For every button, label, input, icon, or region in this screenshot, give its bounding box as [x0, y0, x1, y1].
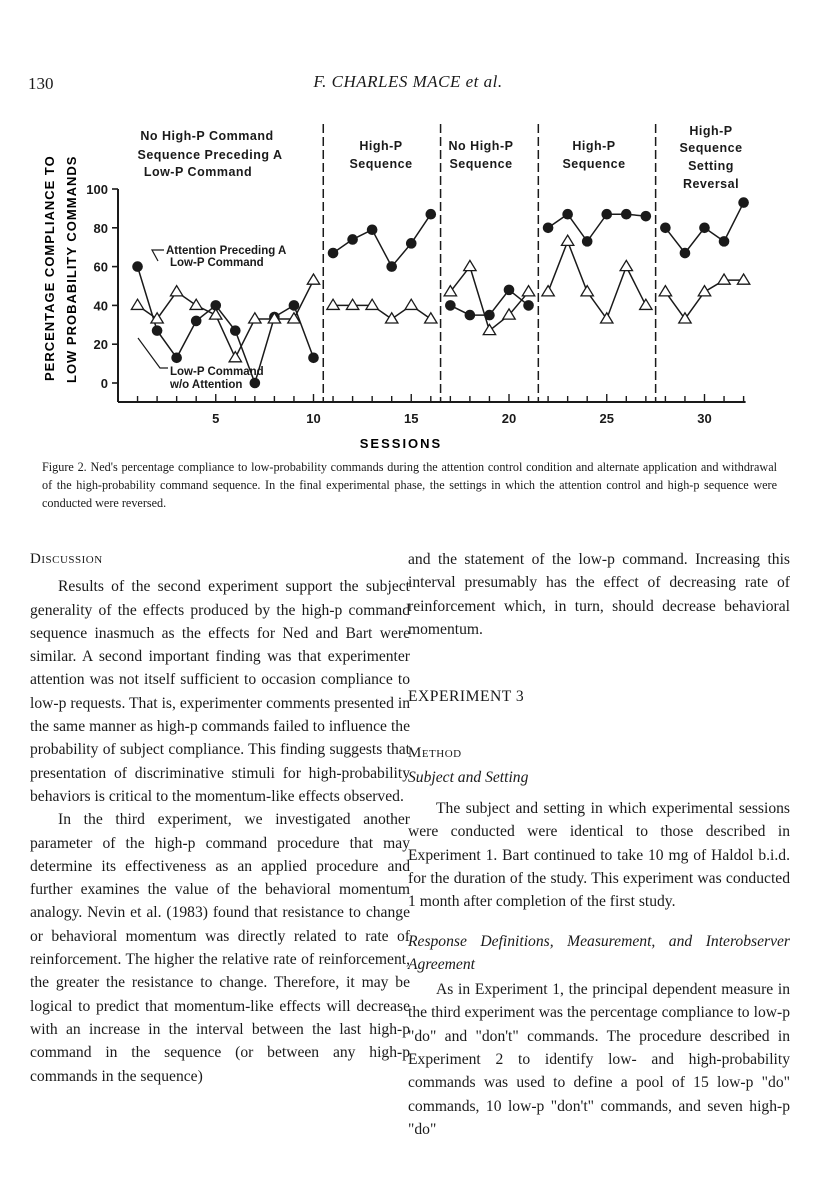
right-column — [408, 548, 790, 1141]
data-point-circle — [582, 236, 593, 247]
data-point-circle — [680, 248, 691, 259]
no-attention-annotation-line1: Low-P Command — [170, 366, 264, 378]
y-tick-label: 0 — [100, 376, 108, 391]
method-heading: Method — [408, 745, 462, 762]
subject-setting-paragraph: The subject and setting in which experimental sessions were conducted were identical to those described in Experiment 1. Bart continued to take 10 mg of Haldol b.i.d. for the duration of the study. This experiment was conducted 1 month after completion of the first study. — [408, 800, 790, 911]
data-point-triangle — [405, 299, 417, 309]
data-point-triangle — [679, 313, 691, 323]
data-point-circle — [445, 300, 456, 311]
experiment-3-heading: EXPERIMENT 3 — [408, 688, 525, 706]
data-point-triangle — [366, 299, 378, 309]
phase1-label-line1: No High-P Command — [140, 129, 274, 143]
y-tick-label: 60 — [93, 259, 108, 275]
y-tick-label: 40 — [93, 298, 108, 314]
data-point-circle — [152, 325, 163, 336]
series-line-attention — [548, 241, 646, 319]
x-tick-label: 30 — [697, 411, 712, 426]
data-point-circle — [426, 209, 437, 220]
phase5-label-line1: High-P — [689, 124, 733, 138]
data-point-triangle — [131, 299, 143, 309]
y-tick-label: 20 — [93, 337, 108, 353]
x-tick-label: 25 — [599, 411, 614, 426]
phase5-label-line3: Setting — [688, 159, 734, 173]
data-point-triangle — [346, 299, 358, 309]
data-point-circle — [406, 238, 417, 249]
data-point-circle — [386, 261, 397, 272]
data-point-triangle — [718, 274, 730, 284]
y-tick-label: 80 — [93, 220, 108, 236]
data-point-triangle — [483, 324, 495, 334]
phase3-label-line1: No High-P — [448, 139, 514, 153]
data-point-circle — [719, 236, 730, 247]
subject-setting-heading: Subject and Setting — [408, 768, 529, 786]
data-point-circle — [250, 378, 261, 389]
data-point-circle — [504, 285, 515, 296]
data-point-triangle — [737, 274, 749, 284]
data-point-circle — [699, 223, 710, 234]
left-column — [30, 548, 410, 1088]
attention-annotation-line1: Attention Preceding A — [166, 245, 287, 257]
data-point-circle — [641, 211, 652, 222]
data-point-circle — [308, 352, 319, 363]
data-point-triangle — [522, 286, 534, 296]
data-point-circle — [601, 209, 612, 220]
data-point-triangle — [601, 313, 613, 323]
right-paragraph-1: and the statement of the low-p command. Increasing this interval presumably has the effect of decreasing rate of reinforcement which, in turn, should decrease behavioral momentum. — [408, 551, 790, 638]
phase2-label-line2: Sequence — [349, 157, 413, 171]
data-point-circle — [367, 224, 378, 235]
discussion-heading: Discussion — [30, 551, 103, 567]
data-point-triangle — [425, 313, 437, 323]
data-point-circle — [621, 209, 632, 220]
data-point-triangle — [229, 352, 241, 362]
data-point-triangle — [561, 235, 573, 245]
data-point-triangle — [386, 313, 398, 323]
phase5-label-line2: Sequence — [679, 141, 743, 155]
data-point-triangle — [327, 299, 339, 309]
data-point-circle — [171, 352, 182, 363]
x-tick-label: 5 — [212, 411, 220, 426]
discussion-paragraph-1: Results of the second experiment support the subject generality of the effects produced by the high-p command sequence inasmuch as the effects for Ned and Bart were similar. A second important finding was that experimenter attention was not itself sufficient to occasion compliance to low-p requests. That is, experimenter comments presented in the same manner as high-p commands failed to influence the probability of subject compliance. This finding suggests that presentation of discriminative stimuli for high-probability behaviors is critical to the momentum-like effects observed. — [30, 578, 410, 805]
data-point-triangle — [659, 286, 671, 296]
data-point-circle — [230, 325, 241, 336]
attention-annotation-line2: Low-P Command — [170, 257, 264, 269]
response-definitions-paragraph: As in Experiment 1, the principal dependent measure in the third experiment was the percentage compliance to low-p "do" and "don't" commands. The procedure described in Experiment 2 to identify low- and high-probability commands was used to define a pool of 15 low-p "do" commands, 10 low-p "don't" commands, and seven high-p "do" — [408, 981, 790, 1138]
attention-pointer — [152, 250, 164, 261]
data-point-circle — [738, 197, 749, 208]
page-number: 130 — [28, 74, 54, 93]
data-point-triangle — [581, 286, 593, 296]
data-point-circle — [562, 209, 573, 220]
y-axis-label-line2: LOW PROBABILITY COMMANDS — [64, 155, 79, 383]
phase1-label-line2: Sequence Preceding A — [137, 148, 283, 162]
data-point-triangle — [620, 260, 632, 270]
data-point-circle — [484, 310, 495, 321]
data-point-triangle — [698, 286, 710, 296]
data-point-circle — [465, 310, 476, 321]
data-point-circle — [660, 223, 671, 234]
x-tick-label: 10 — [306, 411, 321, 426]
data-point-circle — [523, 300, 534, 311]
x-tick-label: 20 — [501, 411, 517, 426]
series-line-no-attention — [548, 214, 646, 241]
phase5-label-line4: Reversal — [682, 177, 740, 191]
data-point-circle — [132, 261, 143, 272]
figure-caption: Figure 2. Ned's percentage compliance to low-probability commands during the attention control condition and alternate application and withdrawal of the high-probability command sequence. In the final experimental phase, the settings in which the attention control and high-p sequence were conducted were reversed. — [42, 460, 777, 510]
response-definitions-heading: Response Definitions, Measurement, and Interobserver Agreement — [408, 932, 790, 973]
data-point-triangle — [542, 286, 554, 296]
phase4-label-line2: Sequence — [562, 157, 626, 171]
no-attention-pointer — [138, 338, 168, 368]
discussion-paragraph-2: In the third experiment, we investigated another parameter of the high-p command procedure that may determine its effectiveness as an applied procedure and further examines the value of the behavioral momentum analogy. Nevin et al. (1983) found that resistance to change or behavioral momentum was directly related to rate of reinforcement. The higher the relative rate of reinforcement, the greater the resistance to change. Therefore, it may be logical to predict that momentum-like effects will decrease with an increase in the interval between the last high-p command in the sequence (or between any high-p commands in the sequence) — [30, 811, 410, 1085]
data-point-triangle — [640, 299, 652, 309]
phase3-label-line2: Sequence — [449, 157, 513, 171]
running-head: F. CHARLES MACE et al. — [313, 72, 503, 91]
no-attention-annotation-line2: w/o Attention — [170, 379, 243, 391]
phase1-label-line3: Low-P Command — [143, 165, 253, 179]
data-point-triangle — [464, 260, 476, 270]
data-point-triangle — [170, 286, 182, 296]
data-point-triangle — [249, 313, 261, 323]
figure-2-chart — [0, 110, 816, 455]
data-point-circle — [191, 316, 202, 327]
y-tick-label: 100 — [86, 182, 108, 197]
data-point-triangle — [307, 274, 319, 284]
data-point-triangle — [190, 299, 202, 309]
data-point-circle — [328, 248, 339, 259]
y-axis-label-line1: PERCENTAGE COMPLIANCE TO — [42, 155, 57, 381]
data-point-circle — [347, 234, 358, 245]
series-line-attention — [450, 267, 528, 331]
x-tick-label: 15 — [404, 411, 419, 426]
data-point-circle — [543, 223, 554, 234]
x-axis-label: SESSIONS — [359, 436, 443, 451]
phase4-label-line1: High-P — [572, 139, 616, 153]
data-point-circle — [289, 300, 300, 311]
phase2-label-line1: High-P — [359, 139, 403, 153]
